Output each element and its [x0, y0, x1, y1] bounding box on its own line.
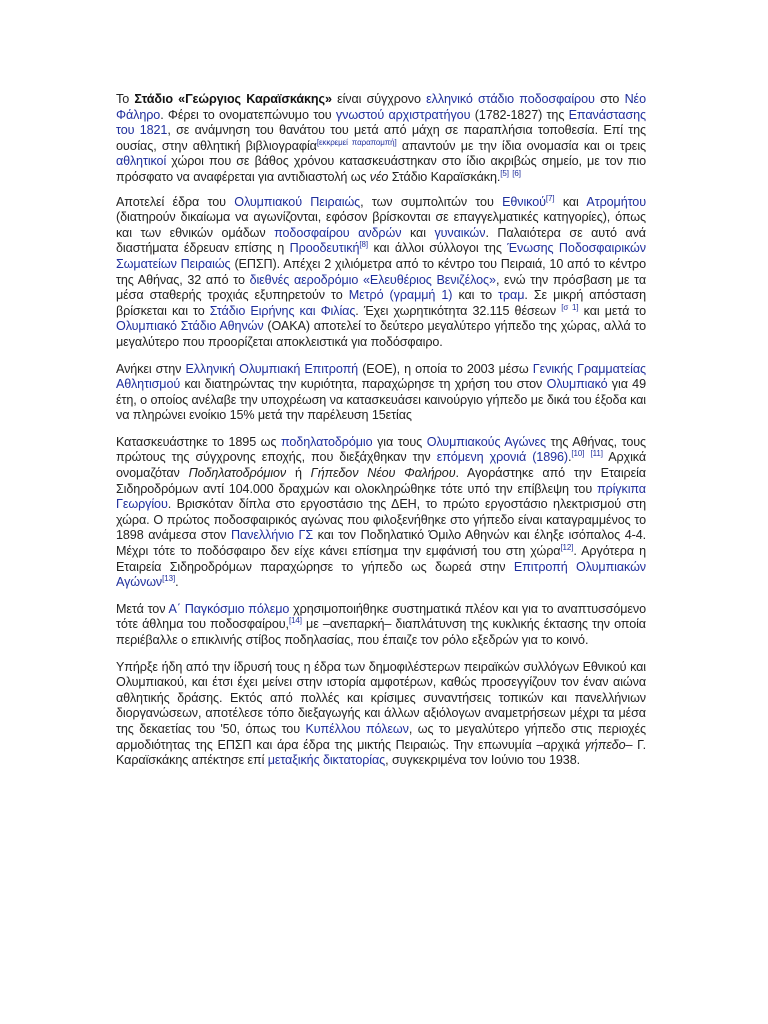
reference-link[interactable]: [14]	[288, 616, 302, 626]
body-text: ή	[286, 466, 311, 481]
body-text: Αποτελεί έδρα του	[116, 194, 235, 209]
body-text: , ενώ την πρόσβαση με τα μέσα σταθερής τροχιάς εξυπηρετούν το	[116, 272, 647, 303]
reference-marker	[560, 543, 573, 552]
reference-link[interactable]: [11]	[590, 449, 603, 459]
article-link[interactable]: Στάδιο Ειρήνης και Φιλίας	[209, 303, 356, 318]
body-text: (ΕΠΣΠ). Απέχει 2 χιλιόμετρα από το κέντρο του Πειραιά, 10 από το κέντρο της Αθήνας, 32 από το	[116, 256, 646, 287]
body-text: .	[568, 450, 572, 465]
article-link[interactable]: Μετρό (γραμμή 1)	[348, 288, 453, 303]
article-link[interactable]: Ένωσης Ποδοσφαιρικών Σωματείων Πειραιώς	[116, 241, 646, 271]
reference-link[interactable]: [6]	[512, 168, 521, 178]
body-text: (1782-1827) της	[470, 107, 569, 122]
body-text: Κατασκευάστηκε το 1895 ως	[116, 434, 281, 449]
body-text: για 49 έτη, ο οποίος ανέλαβε την υποχρέωση να κατασκευάσει καινούργιο γήπεδο με δικά του έξοδα και να πληρώνει ενοίκιο 15% μετά την παρέλευση 15ετίας	[116, 377, 646, 423]
article-link[interactable]: ποδηλατοδρόμιο	[280, 434, 373, 449]
body-text: στο	[594, 92, 625, 106]
article-link[interactable]: Κυπέλλου πόλεων	[305, 721, 409, 736]
reference-link[interactable]: [10]	[571, 449, 585, 459]
body-text: , ως το μεγαλύτερο γήπεδο στις περιοχές αρμοδιότητας της ΕΠΣΠ και άρα έδρα της μικτής Πειραιώς. Την επωνυμία –αρχικά	[116, 721, 646, 752]
body-text: χώροι που σε βάθος χρόνου κατασκευάστηκαν στο ίδιο ακριβώς σημείο, με τον πιο πρόσφατο να αναφέρεται για αντιδιαστολή ως	[116, 154, 646, 184]
reference-link[interactable]: [σ 1]	[561, 302, 579, 312]
body-text: χρησιμοποιήθηκε συστηματικά πλέον και για το αναπτυσσόμενο τότε άθλημα του ποδοσφαίρου,	[116, 601, 647, 632]
article-link[interactable]: Προοδευτική	[289, 241, 360, 256]
reference-marker	[359, 240, 368, 249]
paragraph-6	[116, 660, 646, 769]
body-text: . Αγοράστηκε από την Εταιρεία Σιδηροδρόμων αντί 104.000 δραχμών και ολοκληρώθηκε τότε υπό την επίβλεψη του	[116, 466, 646, 496]
article-link[interactable]: Γενικής Γραμματείας Αθλητισμού	[116, 361, 646, 392]
article-body	[116, 92, 646, 780]
body-text: απαντούν με την ίδια ονομασία και οι τρεις	[396, 138, 646, 153]
article-link[interactable]: Εθνικού	[502, 194, 546, 209]
article-link[interactable]: Ολυμπιακού Πειραιώς	[234, 194, 361, 209]
article-link[interactable]: διεθνές αεροδρόμιο «Ελευθέριος Βενιζέλος»	[249, 272, 496, 287]
article-link[interactable]: Α΄ Παγκόσμιο πόλεμο	[168, 601, 290, 616]
reference-marker	[317, 138, 397, 147]
article-link[interactable]: Ελληνική Ολυμπιακή Επιτροπή	[185, 361, 359, 376]
body-text: . Σε μικρή απόσταση βρίσκεται και το	[116, 288, 647, 318]
body-text: , των συμπολιτών του	[360, 194, 503, 209]
body-text: , σε ανάμνηση του θανάτου του μετά από μάχη σε παραπλήσια τοποθεσία. Επί της ουσίας, στην αθλητική βιβλιογραφία	[116, 123, 646, 153]
article-link[interactable]: Ολυμπιακό Στάδιο Αθηνών	[116, 319, 264, 334]
body-text: Το	[116, 92, 135, 106]
reference-link[interactable]: [5]	[500, 168, 509, 178]
reference-link[interactable]: [13]	[162, 574, 176, 584]
reference-link[interactable]: [εκκρεμεί παραπομπή]	[316, 137, 397, 147]
reference-marker	[590, 449, 602, 458]
body-text: και μετά το	[578, 303, 646, 318]
article-link[interactable]: Ατρομήτου	[586, 194, 646, 209]
reference-link[interactable]: [12]	[560, 542, 574, 552]
body-text: Ανήκει στην	[116, 361, 186, 376]
body-text: (διατηρούν δικαίωμα να αγωνίζονται, εφόσον βρίσκονται σε επαγγελματικές κατηγορίες), όπως και των εθνικών ομάδων	[116, 210, 646, 240]
reference-marker	[546, 193, 555, 202]
body-text: είναι σύγχρονο	[331, 92, 427, 106]
article-link[interactable]: γνωστού αρχιστρατήγου	[335, 107, 471, 122]
body-text: , συγκεκριμένα τον Ιούνιο του 1938.	[385, 753, 580, 768]
reference-marker	[571, 449, 584, 458]
body-text: . Φέρει το ονοματεπώνυμο του	[160, 107, 336, 122]
body-text: . Παλαιότερα σε αυτό ανά διαστήματα έδρευαν επίσης η	[116, 225, 646, 256]
article-link[interactable]: Ολυμπιακό	[546, 377, 608, 392]
italic-text: Γήπεδον Νέου Φαλήρου	[310, 466, 456, 481]
article-link[interactable]: πρίγκιπα Γεωργίου	[116, 481, 646, 512]
paragraph-4	[116, 435, 646, 591]
italic-text: νέο	[369, 169, 389, 184]
article-link[interactable]: αθλητικοί	[116, 154, 167, 169]
italic-text: γήπεδο	[584, 737, 626, 752]
reference-marker	[512, 169, 521, 178]
body-text: της Αθήνας, τους πρώτους της σύγχρονης εποχής, που διεξάχθηκαν την	[116, 434, 647, 465]
body-text: – Γ. Καραϊσκάκης απέκτησε επί	[116, 737, 647, 768]
reference-marker	[289, 616, 302, 625]
body-text: . Βρισκόταν δίπλα στο εργοστάσιο της ΔΕΗ, το πρώτο εργοστάσιο ηλεκτρισμού στη χώρα. Ο πρώτος ποδοσφαιρικός αγώνας που φιλοξενήθηκε στο γήπεδο είναι καταγραμμένος το 1898 ανάμεσα στον	[116, 497, 646, 543]
body-text: και τον Ποδηλατικό Όμιλο Αθηνών και έληξε ισόπαλος 4-4. Μέχρι τότε το ποδόσφαιρο δεν είχε κάνει επίσημα την εμφάνισή του στη χώρα	[116, 528, 646, 559]
paragraph-3	[116, 362, 646, 424]
body-text: Αρχικά ονομαζόταν	[116, 450, 647, 481]
article-link[interactable]: Πανελλήνιο ΓΣ	[230, 528, 314, 543]
body-text: και	[401, 225, 435, 240]
article-link[interactable]: μεταξικής δικτατορίας	[267, 753, 386, 768]
body-text: με –ανεπαρκή– διαπλάτυνση της κυκλικής έκτασης την οποία περιέβαλλε ο επικλινής στίβος ποδηλασίας, που έπαιζε τον ρόλο εξεδρών για το κοινό.	[116, 617, 646, 647]
body-text: και άλλοι σύλλογοι της	[368, 241, 508, 256]
article-link[interactable]: Επιτροπή Ολυμπιακών Αγώνων	[116, 559, 647, 590]
body-text: Μετά τον	[116, 601, 169, 616]
article-title-bold: Στάδιο «Γεώργιος Καραϊσκάκης»	[134, 92, 332, 106]
reference-marker	[162, 574, 175, 583]
article-link[interactable]: Ολυμπιακούς Αγώνες	[426, 434, 546, 449]
article-link[interactable]: τραμ	[498, 288, 525, 303]
paragraph-2	[116, 195, 646, 351]
reference-marker	[561, 303, 578, 312]
body-text: (ΕΟΕ), η οποία το 2003 μέσω	[358, 361, 533, 376]
italic-text: Ποδηλατοδρόμιον	[188, 466, 287, 481]
article-link[interactable]: Νέο Φάληρο	[116, 92, 646, 122]
body-text: και διατηρώντας την κυριότητα, παραχώρησε τη χρήση του στον	[180, 377, 547, 392]
article-link[interactable]: γυναικών	[434, 225, 486, 240]
reference-link[interactable]: [7]	[545, 193, 555, 203]
body-text: . Έχει χωρητικότητα 32.115 θέσεων	[355, 303, 562, 318]
body-text: .	[175, 575, 179, 590]
reference-marker	[500, 169, 509, 178]
article-link[interactable]: επόμενη χρονιά (1896)	[436, 450, 569, 465]
body-text: . Αργότερα η Εταιρεία Σιδηροδρόμων παραχώρησε το γήπεδο ως δωρεά στην	[116, 544, 646, 574]
body-text: και το	[452, 288, 499, 303]
article-link[interactable]: ελληνικό στάδιο ποδοσφαίρου	[426, 92, 595, 106]
body-text: για τους	[372, 434, 427, 449]
article-link[interactable]: ποδοσφαίρου ανδρών	[274, 225, 402, 240]
body-text: Στάδιο Καραϊσκάκη.	[388, 169, 501, 184]
body-text: και	[554, 194, 587, 209]
paragraph-5	[116, 602, 646, 649]
reference-link[interactable]: [8]	[359, 240, 369, 250]
body-text: Υπήρξε ήδη από την ίδρυσή τους η έδρα των δημοφιλέστερων πειραϊκών συλλόγων Εθνικού και Ολυμπιακού, και έτσι έχει μείνει στην ιστορία αμφοτέρων, καθώς προσεγγίζουν τον έναν αιώνα αθλητικής δράσης. Εκτός από πολλές και κρίσιμες συναντήσεις τοπικών και πανελλήνιων διοργανώσεων, αποτέλεσε τόπο διεξαγωγής και άλλων αξιόλογων αναμετρήσεων μέχρι τα μέσα της δεκαετίας του '50, όπως του	[116, 659, 646, 736]
body-text: (ΟΑΚΑ) αποτελεί το δεύτερο μεγαλύτερο γήπεδο της χώρας, αλλά το μεγαλύτερο που προορίζεται αποκλειστικά για ποδόσφαιρο.	[116, 319, 646, 349]
article-link[interactable]: Επανάστασης του 1821	[116, 107, 646, 138]
paragraph-1	[116, 92, 646, 186]
